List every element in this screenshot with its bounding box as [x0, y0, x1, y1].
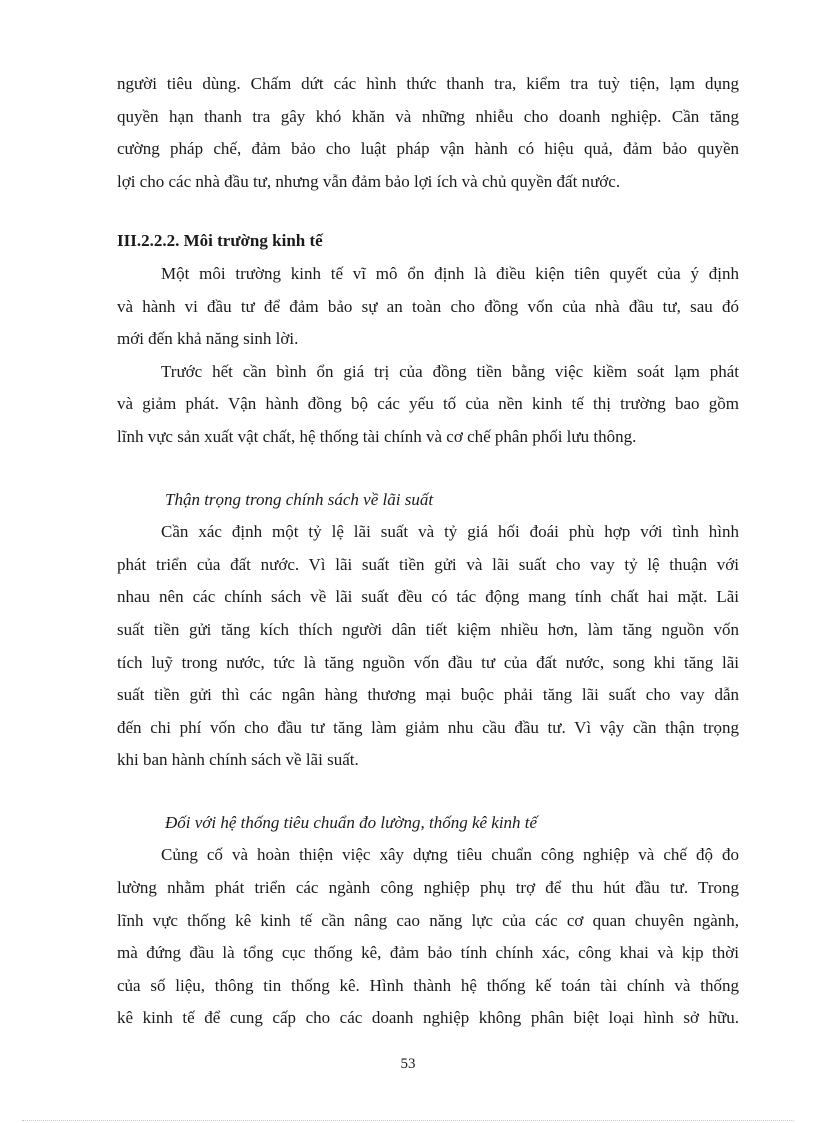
text-line: quyền hạn thanh tra gây khó khăn và những nhiễu cho doanh nghiệp. Cần tăng	[117, 106, 739, 126]
text-line: lĩnh vực thống kê kinh tế cần nâng cao năng lực của các cơ quan chuyên ngành,	[117, 910, 739, 930]
text-line: lợi cho các nhà đầu tư, nhưng vẫn đảm bảo lợi ích và chủ quyền đất nước.	[117, 171, 621, 191]
text-line: Cần xác định một tỷ lệ lãi suất và tỷ giá hối đoái phù hợp với tình hình	[161, 522, 739, 542]
page-number: 53	[400, 1056, 416, 1072]
text-line: Củng cố và hoàn thiện việc xây dựng tiêu chuẩn công nghiệp và chế độ đo	[161, 845, 739, 865]
text-line: tích luỹ trong nước, tức là tăng nguồn vốn đầu tư của đất nước, song khi tăng lãi	[117, 652, 739, 672]
page-footer-divider	[22, 1120, 794, 1121]
section-heading: III.2.2.2. Môi trường kinh tế	[117, 231, 323, 251]
text-line: người tiêu dùng. Chấm dứt các hình thức thanh tra, kiểm tra tuỳ tiện, lạm dụng	[117, 74, 739, 93]
text-line: lường nhằm phát triển các ngành công nghiệp phụ trợ để thu hút đầu tư. Trong	[117, 878, 739, 898]
text-line: và hành vi đầu tư để đảm bảo sự an toàn cho đồng vốn của nhà đầu tư, sau đó	[117, 296, 739, 316]
text-line: Một môi trường kinh tế vĩ mô ổn định là điều kiện tiên quyết của ý định	[161, 263, 739, 283]
text-line: đến chi phí vốn cho đầu tư tăng làm giảm nhu cầu đầu tư. Vì vậy cần thận trọng	[117, 717, 739, 737]
text-line: mà đứng đầu là tổng cục thống kê, đảm bảo tính chính xác, công khai và kịp thời	[117, 943, 739, 963]
spacer	[117, 454, 739, 484]
text-line: suất tiền gửi tăng kích thích người dân tiết kiệm nhiều hơn, làm tăng nguồn vốn	[117, 619, 739, 639]
text-line: và giảm phát. Vận hành đồng bộ các yếu tố của nền kinh tế thị trường bao gồm	[117, 394, 739, 414]
text-line: cường pháp chế, đảm bảo cho luật pháp vận hành có hiệu quả, đảm bảo quyền	[117, 139, 739, 159]
text-line: Trước hết cần bình ổn giá trị của đồng tiền bằng việc kiềm soát lạm phát	[161, 361, 739, 381]
text-line: mới đến khả năng sinh lời.	[117, 329, 299, 349]
text-line: lĩnh vực sản xuất vật chất, hệ thống tài chính và cơ chế phân phối lưu thông.	[117, 426, 637, 446]
text-line: kê kinh tế để cung cấp cho các doanh nghiệp không phân biệt loại hình sở hữu.	[117, 1008, 739, 1028]
paragraph-1	[117, 258, 739, 356]
text-line: của số liệu, thông tin thống kê. Hình thành hệ thống kế toán tài chính và thống	[117, 975, 739, 995]
text-line: khi ban hành chính sách về lãi suất.	[117, 750, 359, 770]
text-line: nhau nên các chính sách về lãi suất đều có tác động mang tính chất hai mặt. Lãi	[117, 587, 739, 607]
intro-paragraph	[117, 68, 739, 198]
paragraph-3	[117, 516, 739, 777]
spacer	[117, 777, 739, 807]
document-page	[117, 68, 739, 1035]
subheading-standards-statistics: Đối với hệ thống tiêu chuẩn đo lường, thống kê kinh tế	[165, 812, 538, 832]
text-line: suất tiền gửi thì các ngân hàng thương mại buộc phải tăng lãi suất cho vay dẫn	[117, 685, 739, 705]
text-line: phát triển của đất nước. Vì lãi suất tiền gửi và lãi suất cho vay tỷ lệ thuận với	[117, 554, 739, 574]
spacer	[117, 198, 739, 225]
subheading-interest-rate: Thận trọng trong chính sách về lãi suất	[165, 489, 434, 509]
paragraph-4	[117, 839, 739, 1035]
paragraph-2	[117, 356, 739, 454]
